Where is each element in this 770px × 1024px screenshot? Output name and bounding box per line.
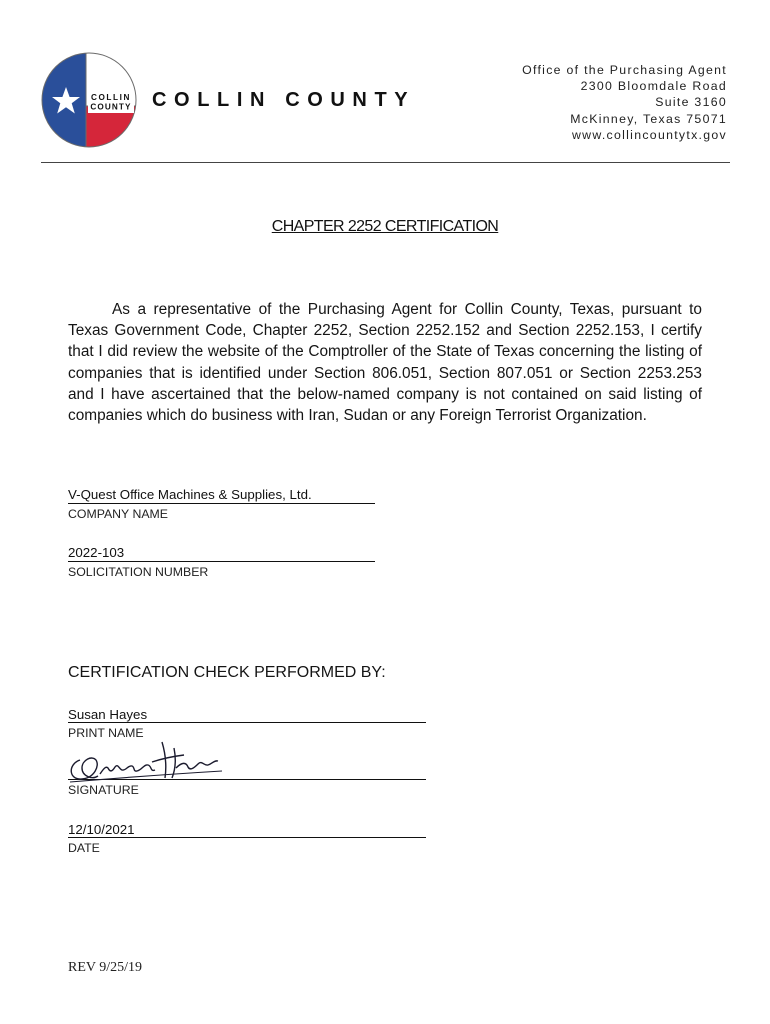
collin-county-logo	[41, 52, 137, 148]
handwritten-signature	[66, 738, 226, 788]
company-name-label: COMPANY NAME	[68, 507, 168, 521]
company-name-line	[68, 503, 375, 504]
logo-text-county: COUNTY	[90, 102, 132, 112]
solicitation-number-line	[68, 561, 375, 562]
date-line	[68, 837, 426, 838]
print-name-line	[68, 722, 426, 723]
revision-note: REV 9/25/19	[68, 960, 143, 975]
solicitation-number-label: SOLICITATION NUMBER	[68, 565, 209, 579]
address-line: McKinney, Texas 75071	[570, 111, 727, 126]
address-line: Office of the Purchasing Agent	[522, 63, 727, 77]
signature-label: SIGNATURE	[68, 783, 139, 797]
print-name-label: PRINT NAME	[68, 726, 144, 740]
website-link[interactable]: www.collincountytx.gov	[571, 127, 727, 142]
county-name: COLLIN COUNTY	[152, 89, 416, 111]
certification-heading: CERTIFICATION CHECK PERFORMED BY:	[68, 664, 386, 681]
solicitation-number-value: 2022-103	[68, 545, 125, 560]
logo-text-collin: COLLIN	[90, 93, 132, 102]
document-title: CHAPTER 2252 CERTIFICATION	[271, 218, 499, 235]
certification-paragraph: As a representative of the Purchasing Agent for Collin County, Texas, pursuant to Texas Government Code, Chapter 2252, Section 2252.152 and Section 2252.153, I certify that I did review the website of the Comptroller of the State of Texas concerning the listing of companies that is identified under Section 806.051, Section 807.051 or Section 2253.253 and I have ascertained that the below-named company is not contained on said listing of companies which do business with Iran, Sudan or any Foreign Terrorist Organization.	[68, 301, 702, 425]
date-label: DATE	[68, 841, 100, 855]
address-line: 2300 Bloomdale Road	[580, 79, 727, 94]
print-name-value: Susan Hayes	[68, 707, 148, 722]
header-divider	[41, 162, 730, 163]
company-name-value: V-Quest Office Machines & Supplies, Ltd.	[68, 487, 312, 502]
date-value: 12/10/2021	[68, 822, 135, 837]
address-line: Suite 3160	[655, 95, 727, 110]
office-address	[522, 62, 727, 143]
